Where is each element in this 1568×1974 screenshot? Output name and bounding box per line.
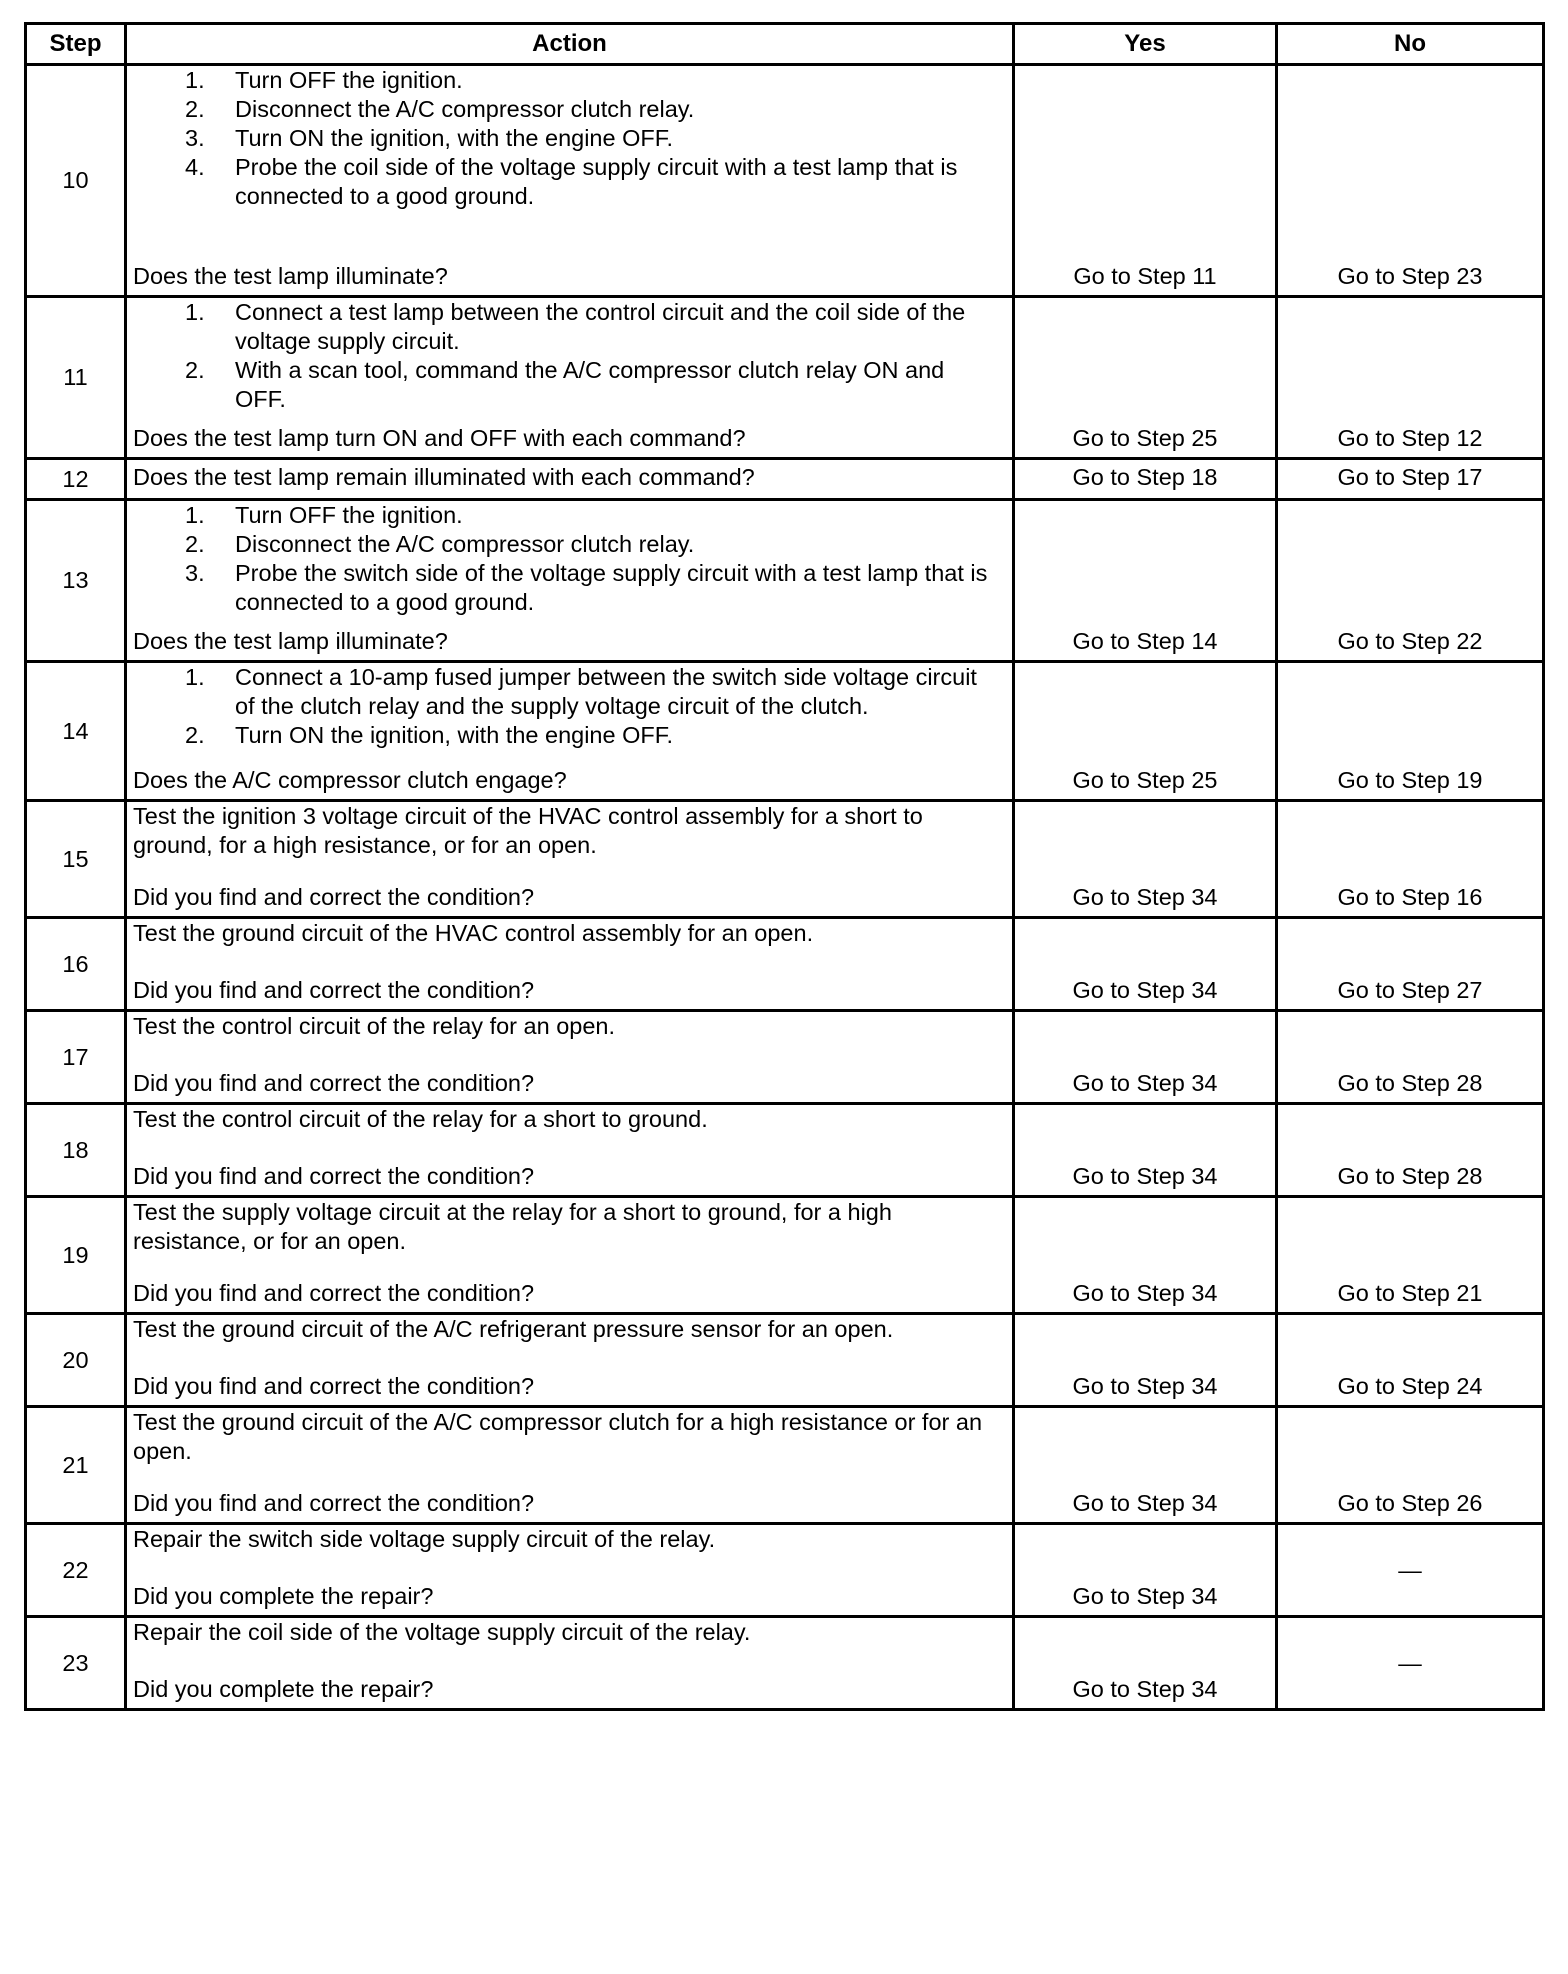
- list-item: [133, 153, 1000, 211]
- yes-result: Go to Step 34: [1014, 1407, 1277, 1524]
- list-item: [133, 95, 1000, 124]
- action-instruction: Test the control circuit of the relay for an open.: [133, 1013, 616, 1039]
- action-question: Did you find and correct the condition?: [133, 1490, 535, 1516]
- step-number: 11: [26, 297, 126, 459]
- list-item: [133, 721, 1000, 750]
- step-number: 18: [26, 1104, 126, 1197]
- list-item-text: Turn ON the ignition, with the engine OFF.: [235, 125, 674, 151]
- action-question: Did you find and correct the condition?: [133, 884, 535, 910]
- yes-result: Go to Step 34: [1014, 1524, 1277, 1617]
- step-number: 13: [26, 500, 126, 662]
- action-cell: [126, 1524, 1014, 1617]
- header-no: No: [1277, 24, 1544, 65]
- action-question: Did you find and correct the condition?: [133, 1280, 535, 1306]
- table-row: [26, 1104, 1544, 1197]
- action-cell: [126, 918, 1014, 1011]
- table-row: [26, 1197, 1544, 1314]
- no-result: —: [1277, 1524, 1544, 1617]
- step-number: 21: [26, 1407, 126, 1524]
- list-item: [133, 298, 1000, 356]
- yes-result: Go to Step 18: [1014, 459, 1277, 500]
- list-item-text: Connect a 10-amp fused jumper between the switch side voltage circuit of the clutch relay and the supply voltage circuit of the clutch.: [235, 664, 977, 719]
- no-result: Go to Step 22: [1277, 500, 1544, 662]
- yes-result: Go to Step 14: [1014, 500, 1277, 662]
- table-row: [26, 65, 1544, 297]
- list-item-number: 2.: [185, 531, 205, 557]
- action-instruction: Test the ground circuit of the A/C compressor clutch for a high resistance or for an open.: [133, 1409, 983, 1464]
- no-result: Go to Step 23: [1277, 65, 1544, 297]
- action-question: Does the test lamp turn ON and OFF with each command?: [133, 425, 746, 451]
- action-instruction: Test the ground circuit of the HVAC control assembly for an open.: [133, 920, 814, 946]
- no-result: Go to Step 27: [1277, 918, 1544, 1011]
- action-instruction: Repair the switch side voltage supply circuit of the relay.: [133, 1526, 716, 1552]
- step-number: 10: [26, 65, 126, 297]
- header-step: Step: [26, 24, 126, 65]
- action-cell: [126, 1407, 1014, 1524]
- yes-result: Go to Step 34: [1014, 1197, 1277, 1314]
- list-item-text: Connect a test lamp between the control circuit and the coil side of the voltage supply circuit.: [235, 299, 966, 354]
- list-item-number: 1.: [185, 502, 205, 528]
- list-item-text: Turn ON the ignition, with the engine OFF.: [235, 722, 674, 748]
- no-result: Go to Step 28: [1277, 1011, 1544, 1104]
- step-number: 19: [26, 1197, 126, 1314]
- action-cell: [126, 297, 1014, 459]
- no-result: Go to Step 19: [1277, 662, 1544, 801]
- action-steps-list: [133, 663, 1000, 750]
- list-item-text: Turn OFF the ignition.: [235, 502, 463, 528]
- step-number: 22: [26, 1524, 126, 1617]
- no-result: Go to Step 21: [1277, 1197, 1544, 1314]
- action-cell: [126, 1011, 1014, 1104]
- list-item-number: 4.: [185, 154, 205, 180]
- yes-result: Go to Step 34: [1014, 1011, 1277, 1104]
- yes-result: Go to Step 34: [1014, 918, 1277, 1011]
- action-question: Does the test lamp illuminate?: [133, 628, 448, 654]
- action-instruction: Test the supply voltage circuit at the relay for a short to ground, for a high resistance, or for an open.: [133, 1199, 892, 1254]
- action-cell: [126, 662, 1014, 801]
- yes-result: Go to Step 34: [1014, 1104, 1277, 1197]
- action-steps-list: [133, 298, 1000, 414]
- header-row: [26, 24, 1544, 65]
- list-item: [133, 559, 1000, 617]
- action-instruction: Test the ground circuit of the A/C refrigerant pressure sensor for an open.: [133, 1316, 894, 1342]
- step-number: 20: [26, 1314, 126, 1407]
- no-result: Go to Step 28: [1277, 1104, 1544, 1197]
- list-item-text: Disconnect the A/C compressor clutch relay.: [235, 96, 695, 122]
- list-item-text: With a scan tool, command the A/C compressor clutch relay ON and OFF.: [235, 357, 945, 412]
- action-cell: [126, 801, 1014, 918]
- action-cell: [126, 1617, 1014, 1710]
- step-number: 15: [26, 801, 126, 918]
- diagnostic-table: [24, 22, 1545, 1711]
- yes-result: Go to Step 25: [1014, 297, 1277, 459]
- list-item-number: 2.: [185, 96, 205, 122]
- table-row: [26, 500, 1544, 662]
- yes-result: Go to Step 34: [1014, 801, 1277, 918]
- list-item: [133, 530, 1000, 559]
- list-item-number: 2.: [185, 357, 205, 383]
- list-item-number: 1.: [185, 299, 205, 325]
- yes-result: Go to Step 25: [1014, 662, 1277, 801]
- list-item-number: 3.: [185, 560, 205, 586]
- table-row: [26, 459, 1544, 500]
- header-yes: Yes: [1014, 24, 1277, 65]
- list-item-text: Turn OFF the ignition.: [235, 67, 463, 93]
- action-question: Did you complete the repair?: [133, 1583, 434, 1609]
- no-result: Go to Step 17: [1277, 459, 1544, 500]
- step-number: 12: [26, 459, 126, 500]
- action-cell: [126, 500, 1014, 662]
- no-result: —: [1277, 1617, 1544, 1710]
- action-question: Did you find and correct the condition?: [133, 1070, 535, 1096]
- no-result: Go to Step 26: [1277, 1407, 1544, 1524]
- table-row: [26, 801, 1544, 918]
- list-item: [133, 356, 1000, 414]
- list-item-number: 3.: [185, 125, 205, 151]
- action-question: Did you complete the repair?: [133, 1676, 434, 1702]
- table-row: [26, 662, 1544, 801]
- action-instruction: Repair the coil side of the voltage supply circuit of the relay.: [133, 1619, 751, 1645]
- table-row: [26, 918, 1544, 1011]
- list-item-number: 1.: [185, 664, 205, 690]
- list-item: [133, 124, 1000, 153]
- step-number: 17: [26, 1011, 126, 1104]
- step-number: 16: [26, 918, 126, 1011]
- yes-result: Go to Step 11: [1014, 65, 1277, 297]
- step-number: 14: [26, 662, 126, 801]
- action-question: Does the test lamp illuminate?: [133, 263, 448, 289]
- table-row: [26, 1407, 1544, 1524]
- action-cell: [126, 1197, 1014, 1314]
- no-result: Go to Step 12: [1277, 297, 1544, 459]
- list-item-number: 2.: [185, 722, 205, 748]
- no-result: Go to Step 24: [1277, 1314, 1544, 1407]
- header-action: Action: [126, 24, 1014, 65]
- action-steps-list: [133, 501, 1000, 617]
- step-number: 23: [26, 1617, 126, 1710]
- no-result: Go to Step 16: [1277, 801, 1544, 918]
- table-row: [26, 1617, 1544, 1710]
- action-cell: [126, 1104, 1014, 1197]
- table-row: [26, 1011, 1544, 1104]
- list-item-text: Probe the coil side of the voltage supply circuit with a test lamp that is connected to a good ground.: [235, 154, 958, 209]
- table-row: [26, 1524, 1544, 1617]
- table-row: [26, 1314, 1544, 1407]
- action-steps-list: [133, 66, 1000, 211]
- action-instruction: Test the ignition 3 voltage circuit of the HVAC control assembly for a short to ground, for a high resistance, or for an open.: [133, 803, 923, 858]
- action-question: Does the test lamp remain illuminated with each command?: [133, 463, 755, 490]
- table-row: [26, 297, 1544, 459]
- action-cell: [126, 65, 1014, 297]
- action-question: Did you find and correct the condition?: [133, 977, 535, 1003]
- list-item-text: Probe the switch side of the voltage supply circuit with a test lamp that is connected to a good ground.: [235, 560, 988, 615]
- list-item: [133, 66, 1000, 95]
- list-item: [133, 501, 1000, 530]
- list-item-number: 1.: [185, 67, 205, 93]
- yes-result: Go to Step 34: [1014, 1314, 1277, 1407]
- action-question: Did you find and correct the condition?: [133, 1163, 535, 1189]
- list-item: [133, 663, 1000, 721]
- action-question: Does the A/C compressor clutch engage?: [133, 767, 567, 793]
- action-instruction: Test the control circuit of the relay for a short to ground.: [133, 1106, 708, 1132]
- list-item-text: Disconnect the A/C compressor clutch relay.: [235, 531, 695, 557]
- action-cell: [126, 1314, 1014, 1407]
- action-question: Did you find and correct the condition?: [133, 1373, 535, 1399]
- action-cell: [126, 459, 1014, 500]
- yes-result: Go to Step 34: [1014, 1617, 1277, 1710]
